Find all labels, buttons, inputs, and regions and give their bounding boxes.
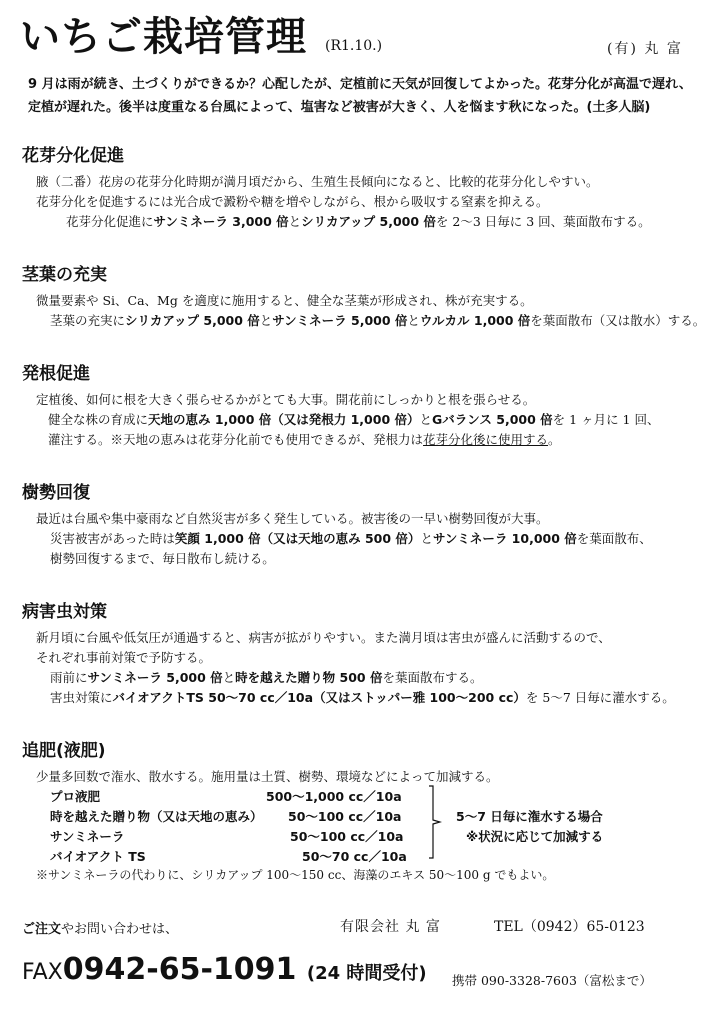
fertilizer-amount: 500～1,000 cc／10a	[266, 789, 402, 804]
product-sanminera: サンミネーラ 5,000 倍	[272, 313, 408, 328]
text: を 2～3 日毎に 3 回、葉面散布する。	[435, 214, 651, 229]
product-bioact: バイオアクトTS 50～70 cc／10a（又はストッパー雅 100～200 cc）	[112, 690, 526, 705]
section1-line3	[66, 212, 651, 230]
product-g-balance: Gバランス 5,000 倍	[432, 412, 553, 427]
product-sanminera: サンミネーラ 5,000 倍	[87, 670, 223, 685]
fertilizer-name: 時を越えた贈り物（又は天地の恵み）	[50, 809, 263, 824]
section5-line2: それぞれ事前対策で予防する。	[36, 650, 212, 665]
section4-line1: 最近は台風や集中豪雨など自然災害が多く発生している。被害後の一早い樹勢回復が大事。	[36, 511, 549, 526]
text: 雨前に	[50, 670, 88, 685]
section-heading-flower-bud: 花芽分化促進	[22, 146, 124, 166]
text: を葉面散布、	[576, 531, 652, 546]
fertilizer-amount: 50～100 cc／10a	[290, 829, 404, 844]
company-name-footer: 有限会社 丸 富	[340, 919, 441, 935]
section4-line3: 樹勢回復するまで、毎日散布し続ける。	[50, 551, 275, 566]
section-heading-vigor-recovery: 樹勢回復	[22, 483, 90, 503]
section5-line1: 新月頃に台風や低気圧が通過すると、病害が拡がりやすい。また満月頃は害虫が盛んに活動するので、	[36, 630, 611, 645]
product-silicaup: シリカアップ 5,000 倍	[125, 313, 260, 328]
order-inquiry	[22, 918, 178, 937]
fertilizer-amount: 50～100 cc／10a	[288, 809, 402, 824]
section2-line2	[50, 311, 705, 329]
section-heading-rooting: 発根促進	[22, 364, 90, 384]
fertilizer-name: バイオアクト TS	[50, 849, 146, 864]
text: と	[222, 670, 236, 685]
text: と	[288, 214, 302, 229]
page-title: いちご栽培管理	[20, 14, 307, 60]
text: を 1 ヶ月に 1 回、	[552, 412, 660, 427]
section3-line3	[48, 430, 561, 448]
product-silicaup: シリカアップ 5,000 倍	[301, 214, 436, 229]
fertilizer-name: サンミネーラ	[50, 829, 125, 844]
text: 花芽分化促進に	[66, 214, 154, 229]
text: やお問い合わせは、	[61, 922, 179, 937]
text: と	[420, 531, 433, 546]
text: 災害被害があった時は	[50, 531, 175, 546]
product-urukaru: ウルカル 1,000 倍	[419, 313, 531, 328]
fax-hours: (24 時間受付)	[306, 963, 427, 984]
section3-line2	[48, 410, 659, 428]
section5-line3	[50, 668, 482, 686]
text: 茎葉の充実に	[50, 313, 126, 328]
fertilizer-name: プロ液肥	[50, 789, 101, 804]
text: 害虫対策に	[50, 690, 113, 705]
order-label: ご注文	[22, 922, 62, 937]
fertilizer-note-1: 5～7 日毎に潅水する場合	[456, 809, 603, 824]
section6-footnote: ※サンミネーラの代わりに、シリカアップ 100～150 cc、海藻のエキス 50～100 g でもよい。	[36, 868, 555, 882]
section2-line1: 微量要素や Si、Ca、Mg を適度に施用すると、健全な茎葉が形成され、株が充実する。	[36, 293, 533, 308]
mobile-number: 携帯 090-3328-7603（富松まで）	[452, 973, 652, 988]
tel-number: TEL（0942）65-0123	[494, 919, 645, 935]
section-heading-top-dressing: 追肥(液肥)	[22, 741, 106, 761]
underlined-note: 花芽分化後に使用する	[423, 432, 549, 447]
text: を 5～7 日毎に灌水する。	[525, 690, 675, 705]
text: と	[259, 313, 273, 328]
text: 。	[548, 432, 561, 447]
company-name-top: (有) 丸 富	[607, 41, 683, 57]
product-egao: 笑顔 1,000 倍（又は天地の恵み 500 倍）	[174, 531, 421, 546]
product-sanminera: サンミネーラ 3,000 倍	[153, 214, 289, 229]
intro-line-1: 9 月は雨が続き、土づくりができるか？心配したが、定植前に天気が回復してよかった。花芽分化が高温で遅れ、	[28, 77, 692, 92]
text: と	[407, 313, 420, 328]
section5-line4	[50, 688, 675, 706]
text: と	[419, 412, 433, 427]
product-toki-gift: 時を越えた贈り物 500 倍	[235, 670, 383, 685]
fax-label: FAX	[22, 960, 63, 985]
section-heading-stem-leaf: 茎葉の充実	[22, 265, 107, 285]
section-heading-pest-control: 病害虫対策	[22, 602, 107, 622]
section1-line1: 腋（二番）花房の花芽分化時期が満月頃だから、生殖生長傾向になると、比較的花芽分化しやすい。	[36, 174, 599, 189]
text: 健全な株の育成に	[48, 412, 149, 427]
text: を葉面散布する。	[382, 670, 483, 685]
intro-line-2: 定植が遅れた。後半は度重なる台風によって、塩害など被害が大きく、人を悩ます秋になった。(土多人脳)	[28, 100, 651, 115]
issue-date: (R1.10.)	[325, 38, 383, 54]
text: を葉面散布（又は散水）する。	[530, 313, 706, 328]
section4-line2	[50, 529, 652, 547]
section1-line2: 花芽分化を促進するには光合成で澱粉や糖を増やしながら、根から吸収する窒素を抑える。	[36, 194, 549, 209]
fax-line	[22, 952, 427, 987]
bracket-icon	[428, 785, 442, 859]
product-sanminera: サンミネーラ 10,000 倍	[432, 531, 577, 546]
fertilizer-note-2: ※状況に応じて加減する	[466, 829, 604, 844]
fertilizer-amount: 50～70 cc／10a	[302, 849, 407, 864]
section6-line1: 少量多回数で潅水、散水する。施用量は土質、樹勢、環境などによって加減する。	[36, 769, 499, 784]
section3-line1: 定植後、如何に根を大きく張らせるかがとても大事。開花前にしっかりと根を張らせる。	[36, 392, 536, 407]
fax-number: 0942-65-1091	[62, 952, 297, 987]
text: 灌注する。※天地の恵みは花芽分化前でも使用できるが、発根力は	[48, 432, 424, 447]
product-tenchi: 天地の恵み 1,000 倍（又は発根力 1,000 倍）	[148, 412, 420, 427]
